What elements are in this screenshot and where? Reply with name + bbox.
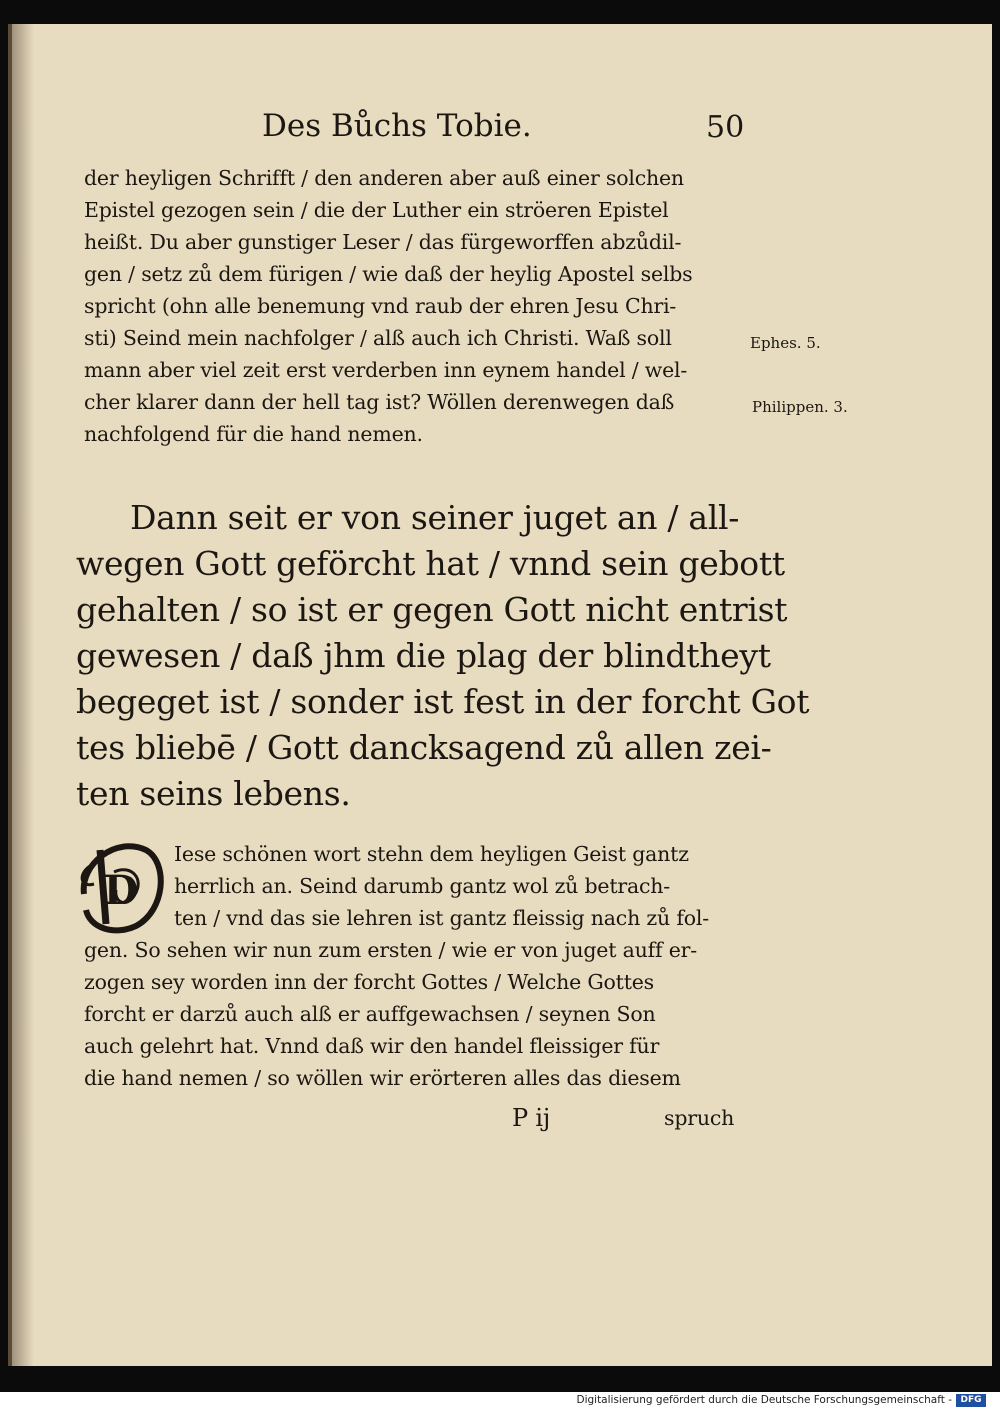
quote-line: begeget ist / sonder ist fest in der forcht Got [76, 682, 810, 721]
text-line: gen. So sehen wir nun zum ersten / wie er von juget auff er- [84, 938, 697, 962]
margin-note: Philippen. 3. [752, 398, 848, 416]
funding-credit: Digitalisierung gefördert durch die Deutsche Forschungsgemeinschaft - [576, 1394, 952, 1406]
quote-line: Dann seit er von seiner juget an / all- [130, 498, 740, 537]
gutter-shadow [12, 24, 34, 1366]
initial-letter: D [103, 867, 139, 914]
folio-number: 50 [706, 110, 745, 145]
text-line: nachfolgend für die hand nemen. [84, 422, 423, 446]
text-line: ten / vnd das sie lehren ist gantz fleissig nach zů fol- [174, 906, 709, 930]
quote-line: tes bliebē / Gott dancksagend zů allen zei- [76, 728, 772, 767]
catchword: spruch [664, 1106, 735, 1130]
text-line: Epistel gezogen sein / die der Luther ein ströeren Epistel [84, 198, 669, 222]
footer-bar [0, 1392, 1000, 1410]
text-line: heißt. Du aber gunstiger Leser / das fürgeworffen abzůdil- [84, 230, 682, 254]
running-head: Des Bůchs Tobie. [262, 108, 532, 144]
text-line: spricht (ohn alle benemung vnd raub der ehren Jesu Chri- [84, 294, 677, 318]
decorated-initial [76, 824, 170, 939]
quote-line: gewesen / daß jhm die plag der blindtheyt [76, 636, 771, 675]
quote-line: wegen Gott geförcht hat / vnnd sein gebott [76, 544, 785, 583]
text-line: gen / setz zů dem fürigen / wie daß der heylig Apostel selbs [84, 262, 693, 286]
text-line: forcht er darzů auch alß er auffgewachsen / seynen Son [84, 1002, 656, 1026]
book-page [8, 24, 992, 1366]
quote-line: gehalten / so ist er gegen Gott nicht entrist [76, 590, 788, 629]
text-line: Iese schönen wort stehn dem heyligen Geist gantz [174, 842, 689, 866]
margin-note: Ephes. 5. [750, 334, 821, 352]
text-line: zogen sey worden inn der forcht Gottes / Welche Gottes [84, 970, 654, 994]
signature-mark: P ij [512, 1104, 551, 1132]
quote-line: ten seins lebens. [76, 774, 351, 813]
text-line: der heyligen Schrifft / den anderen aber auß einer solchen [84, 166, 684, 190]
text-line: mann aber viel zeit erst verderben inn eynem handel / wel- [84, 358, 688, 382]
text-line: herrlich an. Seind darumb gantz wol zů betrach- [174, 874, 671, 898]
text-line: sti) Seind mein nachfolger / alß auch ich Christi. Waß soll [84, 326, 672, 350]
dfg-logo-icon: DFG [956, 1394, 986, 1407]
text-line: cher klarer dann der hell tag ist? Wöllen derenwegen daß [84, 390, 675, 414]
text-line: auch gelehrt hat. Vnnd daß wir den handel fleissiger für [84, 1034, 660, 1058]
text-line: die hand nemen / so wöllen wir erörteren alles das diesem [84, 1066, 681, 1090]
